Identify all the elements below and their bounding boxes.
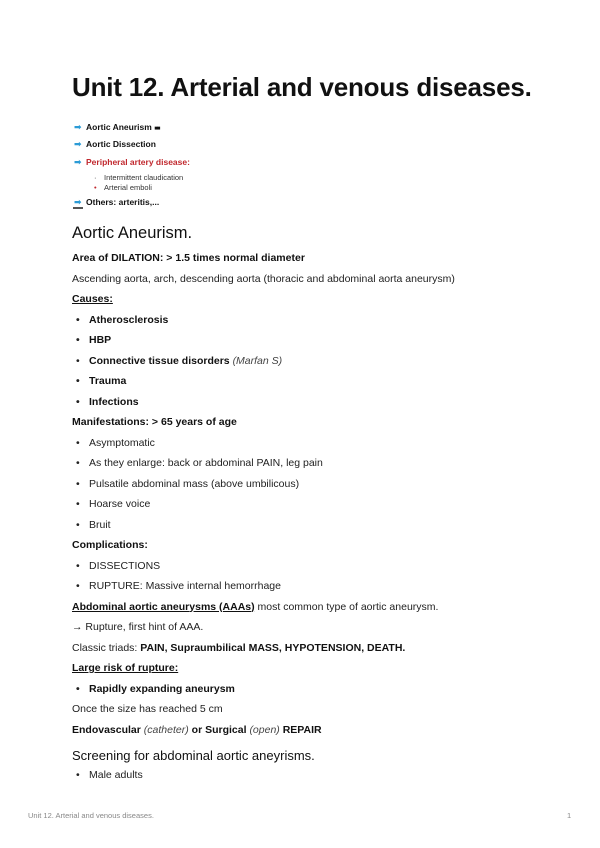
page-title: Unit 12. Arterial and venous diseases. [72, 72, 532, 102]
screening-heading: Screening for abdominal aortic aneyrisms. [72, 748, 315, 763]
aaa-term: Abdominal aortic aneurysms (AAAs) [72, 600, 255, 613]
footer-title: Unit 12. Arterial and venous diseases. [28, 811, 154, 820]
causes-note: (Marfan S) [232, 354, 283, 367]
toc-item-peripheral-artery-disease[interactable]: ➡ Peripheral artery disease: [74, 157, 190, 167]
list-item: • Rapidly expanding aneurysm [72, 683, 542, 704]
repair-line: Endovascular (catheter) or Surgical (open) REPAIR [72, 723, 322, 736]
list-item: • Bruit [72, 519, 542, 540]
list-item: • Asymptomatic [72, 437, 542, 458]
toc-subitem[interactable]: · Intermittent claudication [94, 173, 184, 182]
bullet-icon: • [94, 183, 97, 192]
arrow-right-icon: ➡ [74, 157, 82, 167]
aaa-line: Abdominal aortic aneurysms (AAAs) most common type of aortic aneurysm. [72, 600, 439, 613]
rupture-hint-line: → Rupture, first hint of AAA. [72, 621, 204, 633]
causes-list [72, 314, 542, 417]
page-number: 1 [567, 811, 572, 820]
list-item: • Atherosclerosis [72, 314, 542, 335]
toc-item-others[interactable]: ➡ Others: arteritis,... [74, 197, 160, 207]
complications-list [72, 560, 542, 601]
section-heading: Aortic Aneurism. [72, 224, 193, 242]
list-item: • As they enlarge: back or abdominal PAIN, leg pain [72, 457, 542, 478]
risk-label: Large risk of rupture: [72, 662, 179, 674]
divider [73, 207, 83, 209]
toc-subitem[interactable]: • Arterial emboli [94, 183, 152, 192]
screening-list [72, 769, 542, 790]
dilation-line: Area of DILATION: > 1.5 times normal diameter [72, 252, 305, 264]
classic-triads-line: Classic triads: PAIN, Supraumbilical MASS, HYPOTENSION, DEATH. [72, 641, 406, 654]
causes-label: Causes: [72, 293, 113, 305]
list-item: • Male adults [72, 769, 542, 790]
list-item: • HBP [72, 334, 542, 355]
toc-item-extra: ■■ [154, 126, 160, 132]
list-item: • DISSECTIONS [72, 560, 542, 581]
list-item: • Trauma [72, 375, 542, 396]
bullet-icon: · [94, 173, 97, 182]
list-item: • Hoarse voice [72, 498, 542, 519]
arrow-right-icon: ➡ [74, 122, 82, 132]
toc-item-aortic-dissection[interactable]: ➡ Aortic Dissection [74, 139, 156, 149]
locations-line: Ascending aorta, arch, descending aorta (thoracic and abdominal aorta aneurysm) [72, 272, 455, 285]
toc-item-aortic-aneurism[interactable]: ➡ Aortic Aneurism ■■ [74, 122, 160, 132]
list-item: • Connective tissue disorders (Marfan S) [72, 355, 542, 376]
manifestations-label: Manifestations: > 65 years of age [72, 416, 237, 428]
risk-list [72, 683, 542, 704]
list-item: • Infections [72, 396, 542, 417]
arrow-right-icon: ➡ [74, 197, 82, 207]
main-content [72, 222, 542, 790]
manifestations-list [72, 437, 542, 540]
list-item: • Pulsatile abdominal mass (above umbilicous) [72, 478, 542, 499]
arrow-right-icon: ➡ [74, 139, 82, 149]
list-item: • RUPTURE: Massive internal hemorrhage [72, 580, 542, 601]
complications-label: Complications: [72, 539, 148, 551]
size-line: Once the size has reached 5 cm [72, 703, 223, 715]
